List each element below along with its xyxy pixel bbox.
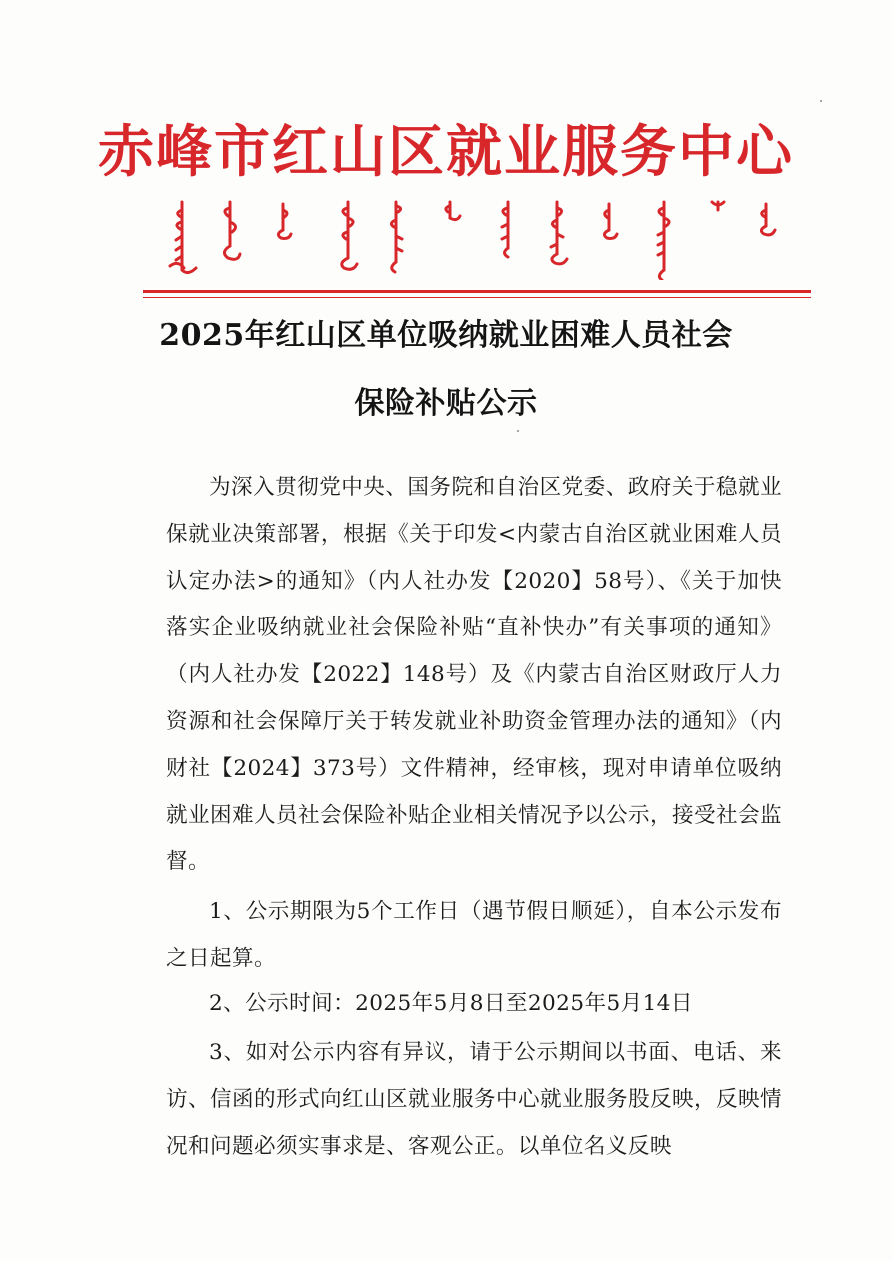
mongolian-word-4 bbox=[342, 202, 357, 269]
mongolian-word-6 bbox=[446, 202, 460, 220]
intro-paragraph: 为深入贯彻党中央、国务院和自治区党委、政府关于稳就业保就业决策部署，根据《关于印发<内蒙古自治区就业困难人员认定办法>的通知》（内人社办发【2020】58号）、《关于加快落实企业吸纳就业社会保险补贴“直补快办”有关事项的通知》（内人社办发【2022】148号）及《内蒙古自治区财政厅人力资源和社会保障厅关于转发就业补助资金管理办法的通知》（内财社【2024】373号）文件精神，经审核，现对申请单位吸纳就业困难人员社会保险补贴企业相关情况予以公示，接受社会监督。 bbox=[166, 475, 782, 875]
mongolian-word-5 bbox=[391, 202, 402, 272]
document-title-line-2: 保险补贴公示 bbox=[354, 386, 538, 421]
mongolian-word-12 bbox=[761, 204, 775, 235]
mongolian-word-8 bbox=[551, 202, 567, 264]
mongolian-word-1 bbox=[170, 202, 196, 273]
notice-item-2: 2、公示时间：2025年5月8日至2025年5月14日 bbox=[209, 991, 693, 1016]
letterhead-rule-thick bbox=[143, 290, 811, 293]
mongolian-word-10 bbox=[658, 202, 669, 280]
notice-item-1: 1、公示期限为5个工作日（遇节假日顺延），自本公示发布之日起算。 bbox=[166, 899, 782, 971]
mongolian-word-2 bbox=[224, 202, 240, 259]
letterhead-rule-thin bbox=[143, 297, 811, 298]
mongolian-script-emblem bbox=[160, 196, 792, 280]
scan-speck bbox=[820, 100, 822, 102]
notice-item-3: 3、如对公示内容有异议，请于公示期间以书面、电话、来访、信函的形式向红山区就业服务中心就业服务股反映，反映情况和问题必须实事求是、客观公正。以单位名义反映 bbox=[166, 1040, 782, 1159]
letterhead-org-name: 赤峰市红山区就业服务中心 bbox=[98, 119, 794, 185]
mongolian-word-3 bbox=[278, 204, 291, 239]
mongolian-word-11 bbox=[712, 202, 724, 210]
mongolian-word-7 bbox=[502, 202, 508, 257]
document-title-line-1: 2025年红山区单位吸纳就业困难人员社会 bbox=[159, 318, 733, 353]
mongolian-word-9 bbox=[604, 204, 617, 239]
scan-speck bbox=[517, 430, 519, 432]
